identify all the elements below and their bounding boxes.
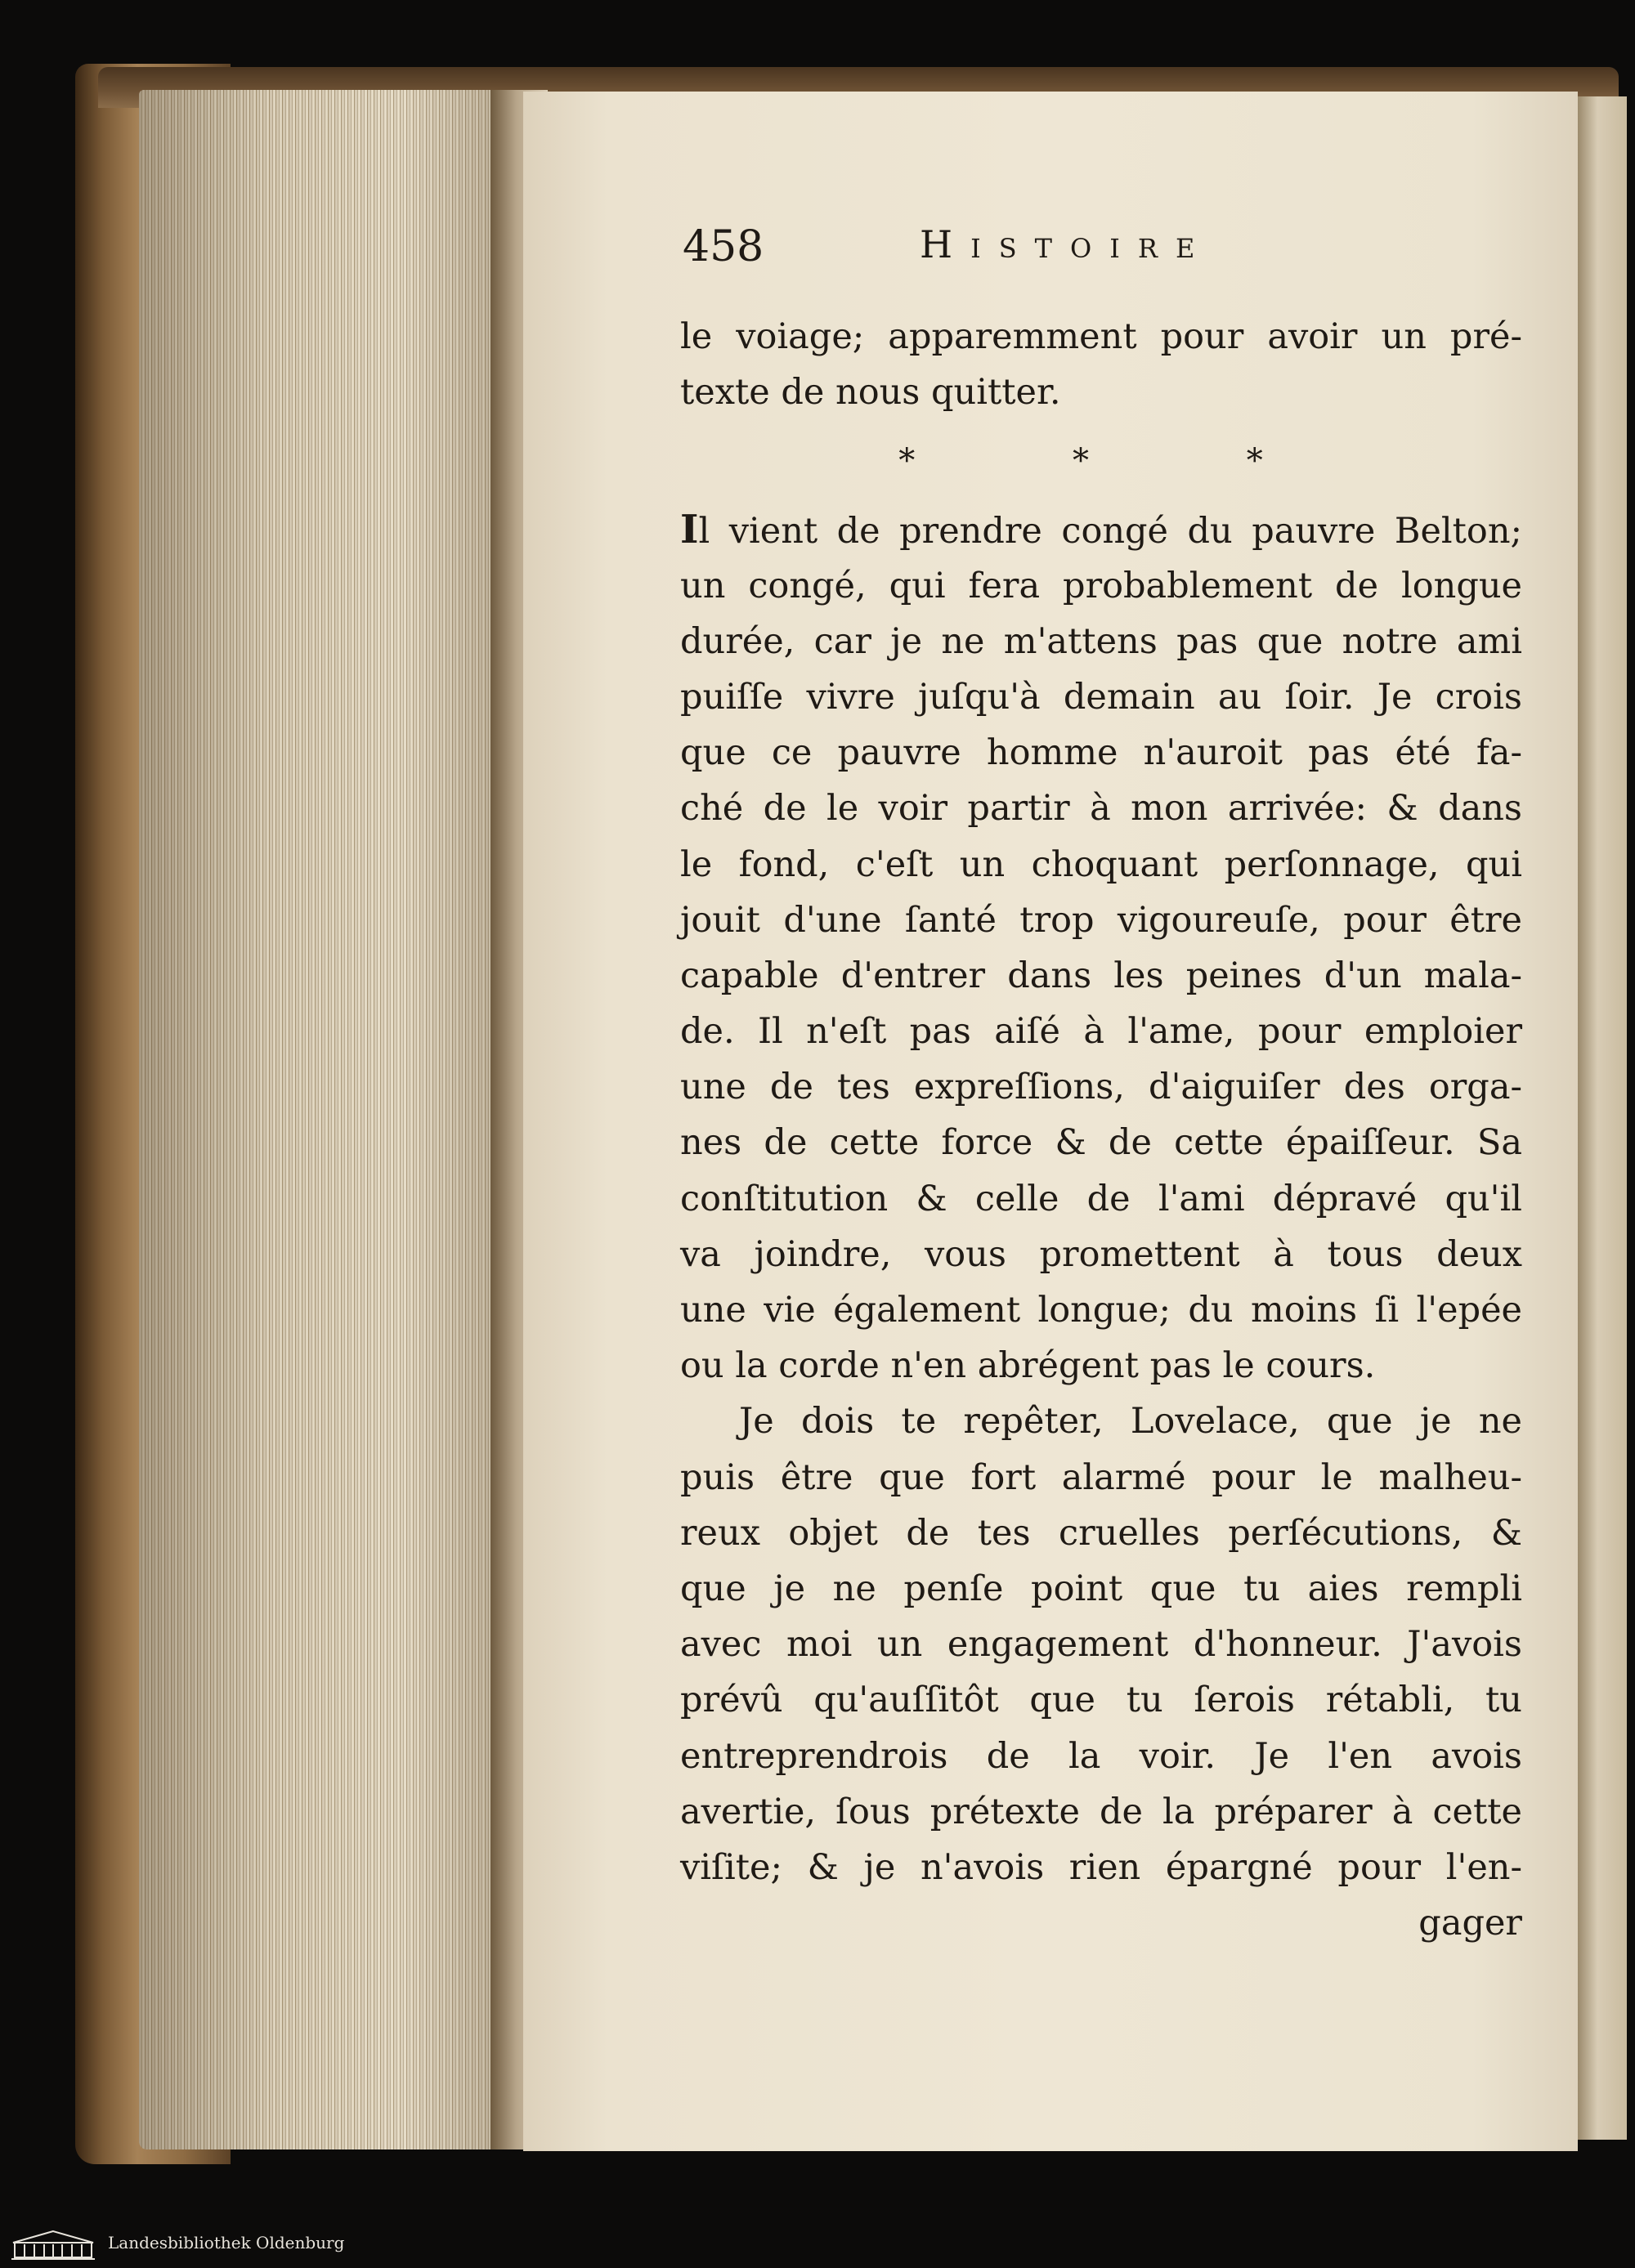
facing-page-edge [1578,96,1627,2140]
library-footer [0,2223,1635,2268]
catchword: gager [1418,1903,1522,1944]
page-edges [139,90,515,2149]
page-number: 458 [683,222,764,271]
text-line: ché de le voir partir à mon arrivée: & dans [680,788,1522,830]
text-line: ou la corde n'en abrégent pas le cours. [680,1345,1376,1387]
text-line: prévû qu'auſſitôt que tu ſerois rétabli, tu [680,1680,1522,1721]
text-line: avertie, ſous prétexte de la préparer à cette [680,1791,1522,1832]
running-head: Histoire [920,222,1213,266]
text-line: le fond, c'eſt un choquant perſonnage, qui [680,843,1522,885]
text-line: entreprendrois de la voir. Je l'en avois [680,1735,1522,1777]
text-line: puiſſe vivre juſqu'à demain au ſoir. Je crois [680,676,1522,718]
drop-cap: I [680,507,699,553]
text-line: Je dois te repêter, Lovelace, que je ne [739,1401,1522,1443]
text-line: conſtitution & celle de l'ami dépravé qu'il [680,1178,1522,1219]
text-line: une de tes expreſſions, d'aiguiſer des orga- [680,1067,1522,1108]
text-line: une vie également longue; du moins ſi l'epée [680,1290,1522,1331]
text-line: puis être que fort alarmé pour le malheu- [680,1456,1522,1498]
text-line: nes de cette force & de cette épaiſſeur. Sa [680,1122,1522,1164]
text-line: viſite; & je n'avois rien épargné pour l'en- [680,1846,1522,1888]
text-line: va joindre, vous promettent à tous deux [680,1233,1522,1275]
library-name: Landesbibliothek Oldenburg [108,2233,345,2252]
page-header [683,222,1525,288]
text-line: avec moi un engagement d'honneur. J'avois [680,1624,1522,1666]
text-line: capable d'entrer dans les peines d'un mala- [680,955,1522,996]
text-line: que ce pauvre homme n'auroit pas été fa- [680,732,1522,774]
text-line-rest: l vient de prendre congé du pauvre Belton; [698,511,1522,552]
text-line: de. Il n'eſt pas aiſé à l'ame, pour emploier [680,1011,1522,1053]
text-line: durée, car je ne m'attens pas que notre ami [680,620,1522,662]
section-break: * * * [898,442,1337,481]
text-line: que je ne penſe point que tu aies rempli [680,1568,1522,1609]
library-building-icon [8,2230,98,2261]
text-line: jouit d'une ſanté trop vigoureuſe, pour être [680,899,1522,941]
text-line: un congé, qui fera probablement de longue [680,565,1522,606]
text-line: le voiage; apparemment pour avoir un pré- [680,316,1522,357]
text-line-first [680,502,1522,557]
page-text [680,309,1522,1951]
text-line: texte de nous quitter. [680,372,1061,414]
text-line: reux objet de tes cruelles perſécutions, & [680,1512,1522,1554]
